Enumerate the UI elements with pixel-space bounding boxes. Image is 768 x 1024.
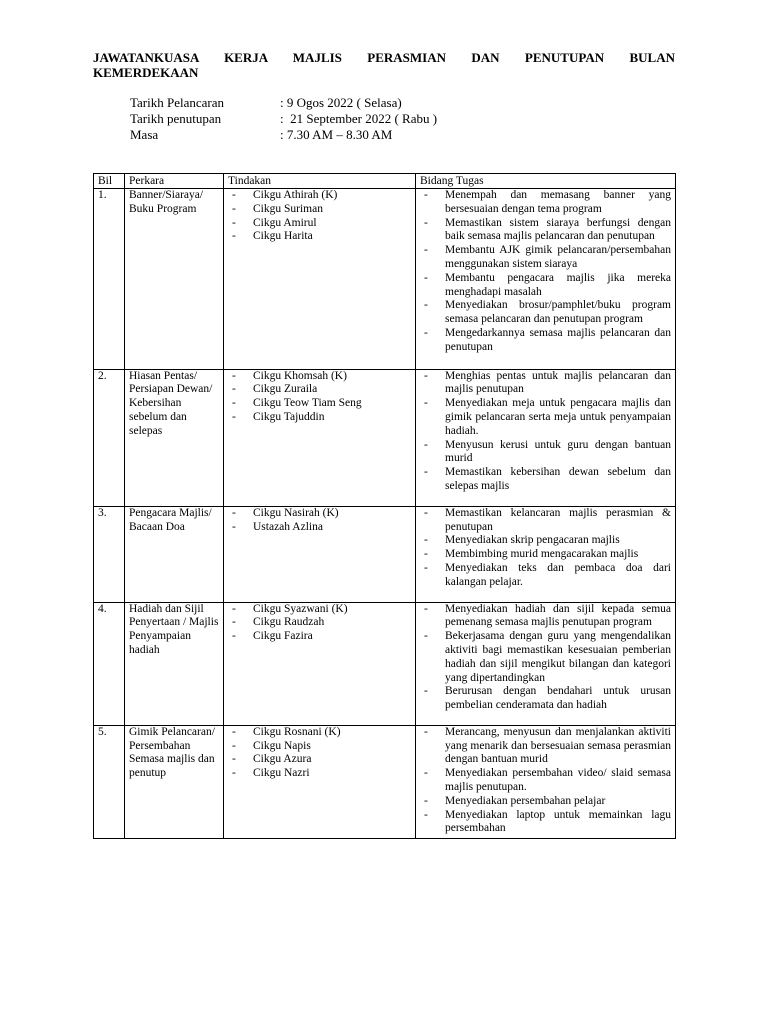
table-row [94, 725, 676, 838]
task-item: - Memastikan kelancaran majlis perasmian & penutupan [420, 507, 671, 535]
task-item: - Menghias pentas untuk majlis pelancaran dan majlis penutupan [420, 370, 671, 398]
table-row [94, 189, 676, 370]
task-item: - Bekerjasama dengan guru yang mengendalikan aktiviti bagi memastikan kesesuaian pemberian hadiah dan sijil mengikut bilangan dan kategori yang dipertandingkan [420, 630, 671, 685]
header-perkara: Perkara [125, 174, 224, 189]
task-item: - Menyediakan hadiah dan sijil kepada semua pemenang semasa majlis penutupan program [420, 603, 671, 631]
tugas-list [420, 507, 671, 590]
task-item: - Menyediakan persembahan video/ slaid semasa majlis penutupan. [420, 767, 671, 795]
row-tindakan [224, 602, 416, 725]
table-row [94, 602, 676, 725]
meta-label: Masa [130, 127, 159, 142]
row-perkara: Hiasan Pentas/ Persiapan Dewan/ Kebersihan sebelum dan selepas [125, 369, 224, 506]
meta-row-time [130, 127, 437, 143]
tugas-list [420, 189, 671, 355]
row-perkara: Hadiah dan Sijil Penyertaan / Majlis Penyampaian hadiah [125, 602, 224, 725]
teacher-name: - Cikgu Zuraila [228, 383, 411, 397]
teacher-name: - Cikgu Azura [228, 753, 411, 767]
task-item: - Membimbing murid mengacarakan majlis [420, 548, 671, 562]
teacher-name: - Cikgu Khomsah (K) [228, 370, 411, 384]
header-bil: Bil [94, 174, 125, 189]
event-details [130, 95, 437, 143]
document-title [93, 50, 675, 80]
tugas-list [420, 370, 671, 494]
meta-value: : 7.30 AM – 8.30 AM [280, 127, 393, 142]
task-item: - Membantu pengacara majlis jika mereka menghadapi masalah [420, 272, 671, 300]
tugas-list [420, 603, 671, 713]
table-body [94, 189, 676, 839]
committee-table [93, 173, 676, 839]
row-bidang-tugas [416, 189, 676, 370]
row-tindakan [224, 506, 416, 602]
task-item: - Menyediakan persembahan pelajar [420, 795, 671, 809]
meta-row-closing-date [130, 111, 437, 127]
row-perkara: Gimik Pelancaran/ Persembahan Semasa majlis dan penutup [125, 725, 224, 838]
task-item: - Mengedarkannya semasa majlis pelancaran dan penutupan [420, 327, 671, 355]
meta-label: Tarikh penutupan [130, 111, 222, 126]
row-perkara: Pengacara Majlis/ Bacaan Doa [125, 506, 224, 602]
row-bidang-tugas [416, 602, 676, 725]
table-row [94, 369, 676, 506]
tugas-list [420, 726, 671, 836]
task-item: - Menyediakan meja untuk pengacara majlis dan gimik pelancaran serta meja untuk penyampaian hadiah. [420, 397, 671, 438]
task-item: - Menyediakan skrip pengacaran majlis [420, 534, 671, 548]
header-tindakan: Tindakan [224, 174, 416, 189]
tindakan-list [228, 726, 411, 781]
teacher-name: - Cikgu Fazira [228, 630, 411, 644]
teacher-name: - Cikgu Raudzah [228, 616, 411, 630]
tindakan-list [228, 603, 411, 644]
teacher-name: - Cikgu Syazwani (K) [228, 603, 411, 617]
header-bidang-tugas: Bidang Tugas [416, 174, 676, 189]
row-tindakan [224, 189, 416, 370]
task-item: - Menyediakan teks dan pembaca doa dari kalangan pelajar. [420, 562, 671, 590]
task-item: - Menyusun kerusi untuk guru dengan bantuan murid [420, 439, 671, 467]
table-row [94, 506, 676, 602]
teacher-name: - Cikgu Nazri [228, 767, 411, 781]
table-header-row [94, 174, 676, 189]
title-line-2: KEMERDEKAAN [93, 65, 199, 80]
task-item: - Berurusan dengan bendahari untuk urusan pembelian cenderamata dan hadiah [420, 685, 671, 713]
row-number: 5. [94, 725, 125, 838]
teacher-name: - Cikgu Teow Tiam Seng [228, 397, 411, 411]
row-perkara: Banner/Siaraya/ Buku Program [125, 189, 224, 370]
tindakan-list [228, 189, 411, 244]
meta-value: : 21 September 2022 ( Rabu ) [280, 111, 438, 126]
row-bidang-tugas [416, 369, 676, 506]
task-item: - Membantu AJK gimik pelancaran/persembahan menggunakan sistem siaraya [420, 244, 671, 272]
task-item: - Memastikan sistem siaraya berfungsi dengan baik semasa majlis pelancaran dan penutupan [420, 217, 671, 245]
title-line-1: JAWATANKUASA KERJA MAJLIS PERASMIAN DAN PENUTUPAN BULAN [93, 50, 675, 65]
row-number: 2. [94, 369, 125, 506]
row-tindakan [224, 725, 416, 838]
teacher-name: - Cikgu Amirul [228, 217, 411, 231]
task-item: - Menyediakan laptop untuk memainkan lagu persembahan [420, 809, 671, 837]
tindakan-list [228, 507, 411, 535]
row-number: 3. [94, 506, 125, 602]
teacher-name: - Cikgu Nasirah (K) [228, 507, 411, 521]
task-item: - Merancang, menyusun dan menjalankan aktiviti yang menarik dan bersesuaian semasa perasmian dengan bantuan murid [420, 726, 671, 767]
tindakan-list [228, 370, 411, 425]
row-number: 1. [94, 189, 125, 370]
task-item: - Menempah dan memasang banner yang bersesuaian dengan tema program [420, 189, 671, 217]
teacher-name: - Ustazah Azlina [228, 521, 411, 535]
row-number: 4. [94, 602, 125, 725]
row-tindakan [224, 369, 416, 506]
meta-label: Tarikh Pelancaran [130, 95, 225, 110]
task-item: - Memastikan kebersihan dewan sebelum dan selepas majlis [420, 466, 671, 494]
row-bidang-tugas [416, 506, 676, 602]
task-item: - Menyediakan brosur/pamphlet/buku program semasa pelancaran dan penutupan program [420, 299, 671, 327]
teacher-name: - Cikgu Athirah (K) [228, 189, 411, 203]
teacher-name: - Cikgu Harita [228, 230, 411, 244]
teacher-name: - Cikgu Napis [228, 740, 411, 754]
teacher-name: - Cikgu Tajuddin [228, 411, 411, 425]
row-bidang-tugas [416, 725, 676, 838]
teacher-name: - Cikgu Suriman [228, 203, 411, 217]
meta-row-launch-date [130, 95, 437, 111]
teacher-name: - Cikgu Rosnani (K) [228, 726, 411, 740]
meta-value: : 9 Ogos 2022 ( Selasa) [280, 95, 402, 110]
